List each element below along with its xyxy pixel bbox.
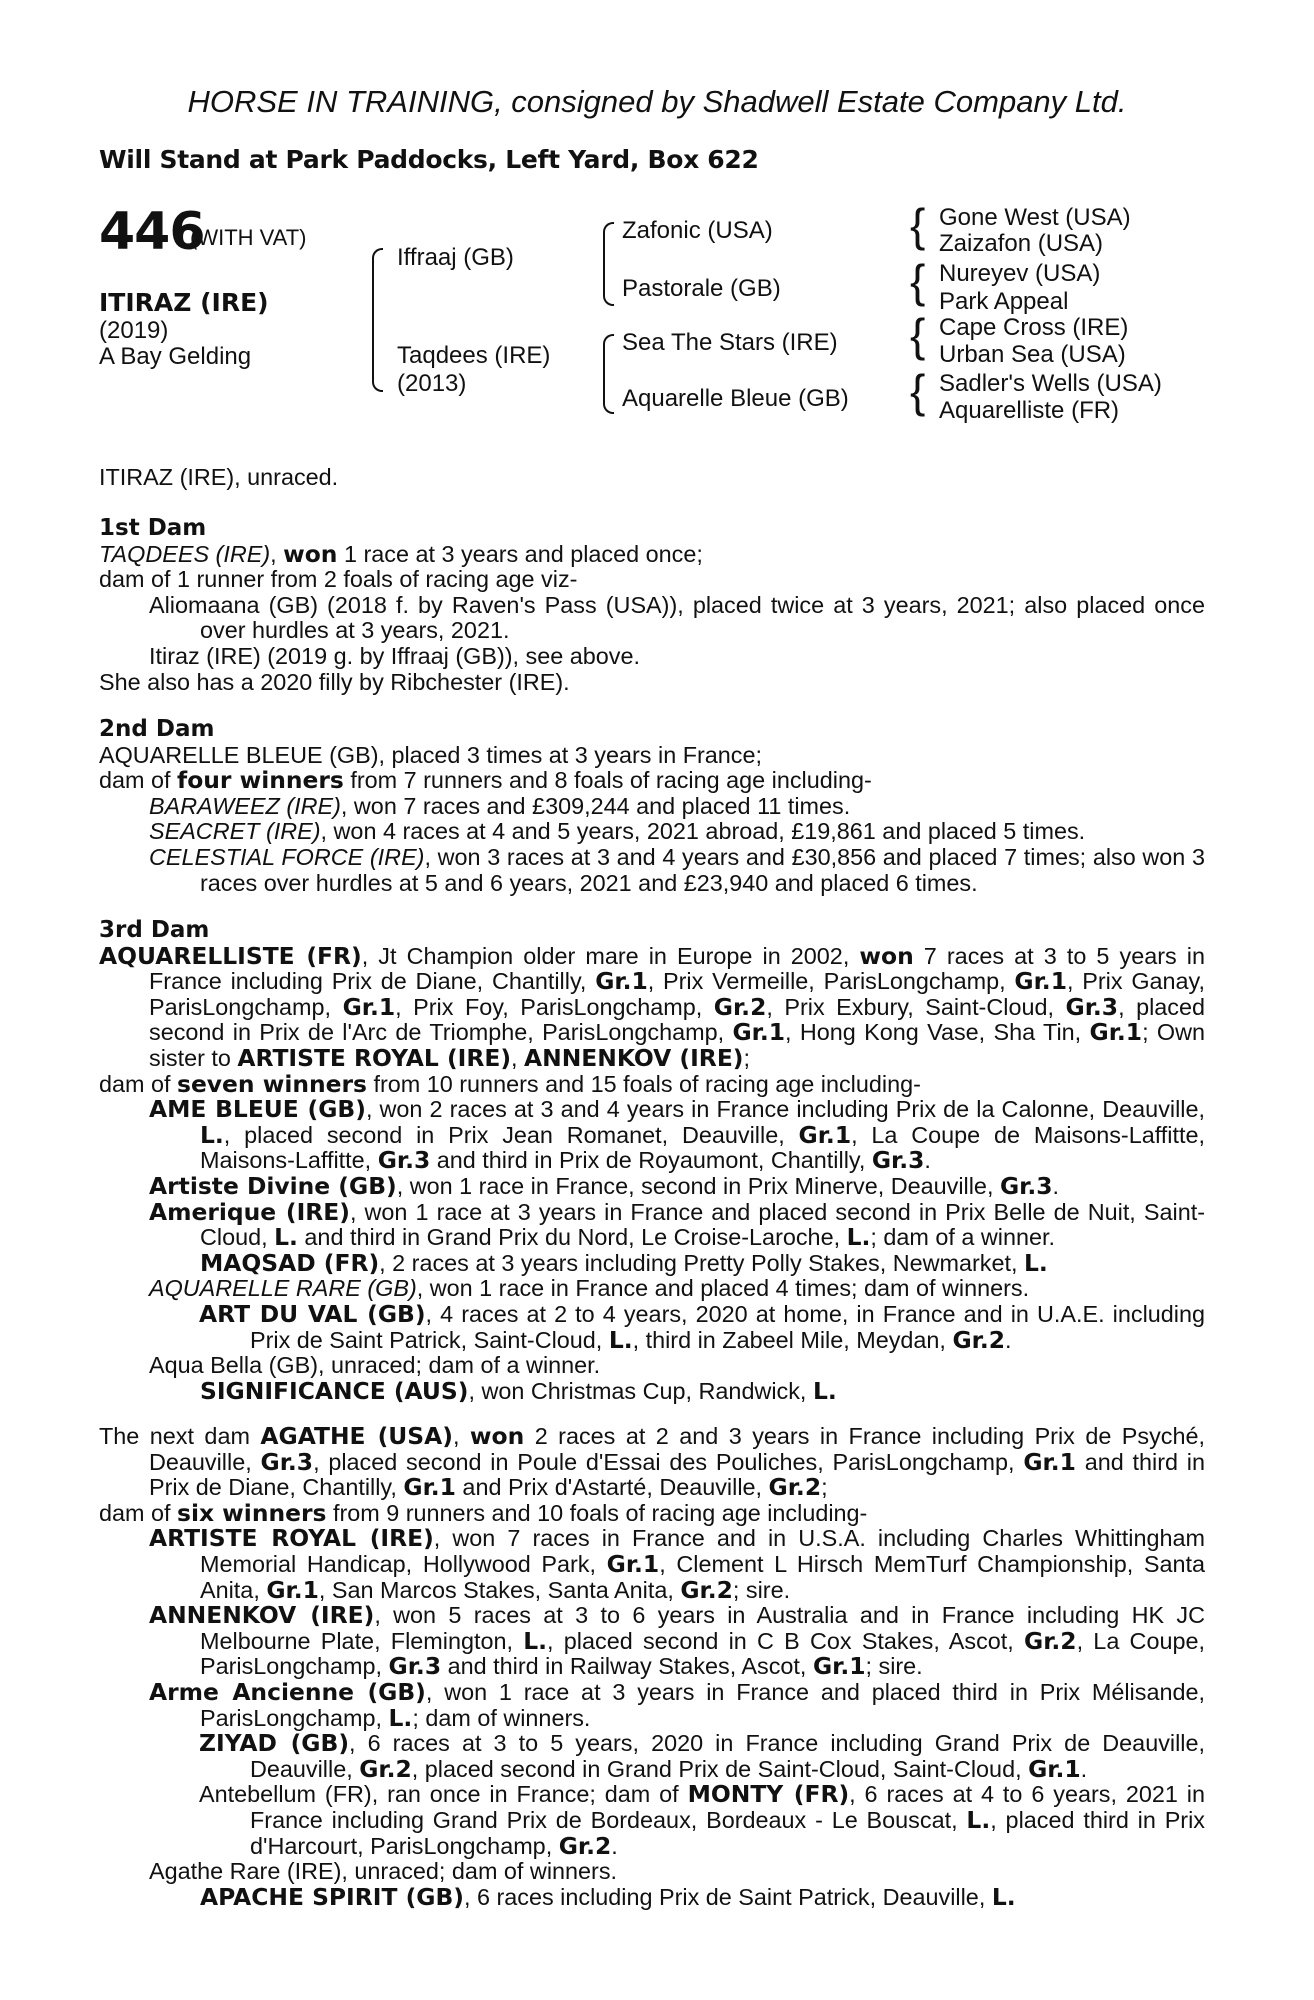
- text: .: [1052, 1172, 1060, 1199]
- grade: Gr.1: [266, 1575, 319, 1604]
- grade: L.: [200, 1120, 224, 1149]
- produce-entry: [99, 1276, 1205, 1302]
- produce-summary: [99, 1069, 1205, 1098]
- dam-dam: Aquarelle Bleue (GB): [622, 385, 849, 412]
- grade: Gr.2: [1024, 1626, 1077, 1655]
- produce-entry: [99, 1731, 1205, 1782]
- dam-name: AGATHE (USA): [260, 1422, 453, 1450]
- winner-name: Arme Ancienne (GB): [149, 1677, 426, 1706]
- text: , won 5 races at 3 to 6 years in Australia and in France including HK JC Melbourne Plate, Flemington,: [200, 1602, 1205, 1654]
- winner-name: ARTISTE ROYAL (IRE): [149, 1524, 434, 1553]
- grade: Gr.2: [558, 1831, 612, 1860]
- great-grandsire-4: Sadler's Wells (USA): [939, 370, 1162, 397]
- winner-name: Amerique (IRE): [149, 1197, 350, 1226]
- produce-entry: Itiraz (IRE) (2019 g. by Iffraaj (GB)), see above.: [149, 642, 640, 669]
- produce-entry: [99, 1603, 1205, 1680]
- text: , placed second in Grand Prix de Saint-Cloud, Saint-Cloud,: [411, 1755, 1029, 1782]
- dam-sire: Sea The Stars (IRE): [622, 329, 838, 356]
- text: , won 1 race in France, second in Prix Minerve, Deauville,: [396, 1172, 1000, 1199]
- text: Antebellum (FR), ran once in France; dam of: [199, 1781, 688, 1808]
- text: , placed second in C B Cox Stakes, Ascot,: [547, 1627, 1025, 1654]
- grade: Gr.2: [680, 1575, 733, 1604]
- text: .: [1005, 1326, 1012, 1353]
- winner-name: CELESTIAL FORCE (IRE): [149, 843, 425, 870]
- text: The next dam: [99, 1423, 261, 1449]
- stand-location: Will Stand at Park Paddocks, Left Yard, Box 622: [99, 145, 759, 174]
- text: dam of: [99, 1070, 178, 1097]
- produce-entry: [99, 1882, 1205, 1911]
- dam-record: AQUARELLE BLEUE (GB), placed 3 times at 3 years in France;: [99, 741, 763, 768]
- text: , third in Zabeel Mile, Meydan,: [632, 1326, 953, 1353]
- text: ; sire.: [732, 1576, 791, 1603]
- great-granddam-2: Park Appeal: [939, 288, 1069, 315]
- winner-name: MAQSAD (FR): [200, 1248, 380, 1277]
- text: ;: [821, 1474, 828, 1501]
- third-dam-section: [99, 918, 1205, 1404]
- winner-name: SIGNIFICANCE (AUS): [200, 1376, 469, 1405]
- produce-entry: [99, 794, 1205, 820]
- next-dam-record: [99, 1424, 1205, 1501]
- produce-entry: [99, 1677, 1205, 1732]
- text: , won 7 races in France and in U.S.A. including Charles Whittingham Memorial Handicap, Hollywood Park,: [200, 1525, 1205, 1577]
- brace: {: [910, 365, 926, 417]
- grade: Gr.1: [1028, 1754, 1081, 1783]
- grade: L.: [1023, 1248, 1048, 1277]
- grade: L.: [846, 1223, 871, 1252]
- winner-name: APACHE SPIRIT (GB): [200, 1882, 464, 1911]
- produce-entry: [99, 1782, 1205, 1859]
- winners-count: four winners: [177, 766, 344, 795]
- produce-entry: [99, 845, 1205, 896]
- produce-summary: dam of 1 runner from 2 foals of racing age viz-: [99, 566, 578, 593]
- produce-entry: [99, 1097, 1205, 1174]
- sire-dam: Pastorale (GB): [622, 275, 781, 302]
- winner-name: ANNENKOV (IRE): [149, 1601, 375, 1630]
- text: 2 races at 2 and 3 years in France including Prix de Psyché, Deauville,: [149, 1423, 1206, 1475]
- dam-year: (2013): [397, 370, 467, 397]
- intro-text: ITIRAZ (IRE), unraced.: [99, 464, 339, 490]
- second-dam-section: [99, 717, 1205, 896]
- produce-entry: [99, 1248, 1205, 1277]
- grade: Gr.1: [606, 1549, 660, 1578]
- text: , placed second in Prix de l'Arc de Triomphe, ParisLongchamp,: [149, 993, 1206, 1046]
- grade: Gr.3: [999, 1171, 1053, 1200]
- grade: Gr.3: [388, 1652, 442, 1681]
- text: ; dam of winners.: [412, 1704, 591, 1731]
- grade: Gr.1: [1089, 1018, 1143, 1047]
- sire: Iffraaj (GB): [397, 244, 514, 271]
- great-grandsire-1: Gone West (USA): [939, 204, 1131, 231]
- text: , La Coupe de Maisons-Laffitte, Maisons-Laffitte,: [200, 1121, 1206, 1174]
- text: , 6 races at 4 to 6 years, 2021 in France including Grand Prix de Bordeaux, Bordeaux - Le Bouscat,: [250, 1781, 1205, 1833]
- winners-count: seven winners: [177, 1069, 367, 1098]
- text: .: [1080, 1755, 1088, 1782]
- text: ; dam of a winner.: [870, 1224, 1055, 1251]
- winner-record: , won 7 races and £309,244 and placed 11 times.: [340, 792, 851, 819]
- text: 7 races at 3 to 5 years in France including Prix de Diane, Chantilly,: [149, 942, 1205, 995]
- text: , won 2 races at 3 and 4 years in France including Prix de la Calonne, Deauville,: [365, 1096, 1205, 1123]
- text: , Hong Kong Vase, Sha Tin,: [785, 1019, 1090, 1046]
- produce-note: She also has a 2020 filly by Ribchester (IRE).: [99, 668, 570, 695]
- produce-summary: [99, 768, 1205, 794]
- produce-entry: [99, 1526, 1205, 1603]
- text: , 4 races at 2 to 4 years, 2020 at home, in France and in U.A.E. including Prix de Saint Patrick, Saint-Cloud,: [250, 1300, 1205, 1353]
- sibling-name: ARTISTE ROYAL (IRE): [237, 1043, 512, 1072]
- grade: Gr.3: [1065, 992, 1119, 1021]
- dam-name: TAQDEES (IRE): [99, 540, 271, 567]
- grade: Gr.1: [812, 1652, 866, 1681]
- sire-dam-bracket: [372, 248, 383, 392]
- grade: Gr.2: [713, 992, 767, 1021]
- text: , won Christmas Cup, Randwick,: [468, 1377, 813, 1404]
- second-dam-heading: 2nd Dam: [99, 716, 215, 742]
- dam-record: 1 race at 3 years and placed once;: [337, 540, 703, 567]
- text: .: [924, 1147, 931, 1174]
- great-grandsire-2: Nureyev (USA): [939, 260, 1101, 287]
- produce-summary: [99, 1498, 1205, 1527]
- great-granddam-1: Zaizafon (USA): [939, 230, 1104, 257]
- horse-description: A Bay Gelding: [99, 343, 252, 370]
- first-dam-heading: 1st Dam: [99, 515, 207, 541]
- grade: Gr.1: [798, 1120, 852, 1149]
- grade: Gr.3: [377, 1146, 431, 1175]
- produce-entry: [99, 1299, 1205, 1354]
- won-word: won: [859, 941, 914, 970]
- consignor-title: HORSE IN TRAINING, consigned by Shadwell Estate Company Ltd.: [187, 84, 1127, 119]
- great-grandsire-3: Cape Cross (IRE): [939, 314, 1129, 341]
- sibling-name: ANNENKOV (IRE): [524, 1043, 744, 1072]
- text: ,: [452, 1423, 470, 1449]
- grade: L.: [966, 1805, 991, 1834]
- won-word: won: [469, 1422, 525, 1450]
- winner-record: , won 4 races at 4 and 5 years, 2021 abroad, £19,861 and placed 5 times.: [320, 818, 1086, 845]
- text: and third in Prix de Diane, Chantilly,: [149, 1448, 1205, 1501]
- brace: {: [910, 199, 926, 251]
- next-dam-section: [99, 1424, 1205, 1910]
- text: , Prix Ganay, ParisLongchamp,: [149, 968, 1205, 1020]
- grade: Gr.2: [359, 1754, 412, 1783]
- sire-sire: Zafonic (USA): [622, 217, 773, 244]
- text: ; sire.: [865, 1653, 923, 1680]
- first-dam-section: [99, 516, 1205, 695]
- text: , won 1 race at 3 years in France and placed second in Prix Belle de Nuit, Saint-Cloud,: [200, 1198, 1205, 1251]
- text: , Prix Exbury, Saint-Cloud,: [766, 993, 1066, 1020]
- third-dam-heading: 3rd Dam: [99, 917, 210, 943]
- text: and third in Railway Stakes, Ascot,: [441, 1653, 813, 1680]
- grade: L.: [608, 1325, 633, 1354]
- race-record-intro: [99, 465, 1205, 491]
- text: ;: [743, 1044, 750, 1071]
- grade: Gr.2: [952, 1325, 1005, 1354]
- text: ; Own sister to: [149, 1019, 1205, 1071]
- produce-entry: [99, 1197, 1205, 1252]
- grade: Gr.3: [260, 1447, 314, 1476]
- text: and third in Prix de Royaumont, Chantilly,: [430, 1147, 872, 1174]
- grade: Gr.2: [768, 1473, 822, 1502]
- dam-parents-bracket: [603, 334, 614, 414]
- text: and Prix d'Astarté, Deauville,: [455, 1474, 769, 1501]
- winner-name: Artiste Divine (GB): [149, 1171, 397, 1200]
- produce-entry: Aqua Bella (GB), unraced; dam of a winner.: [149, 1352, 601, 1379]
- won-word: won: [283, 539, 338, 568]
- text: , 6 races at 3 to 5 years, 2020 in France including Grand Prix de Deauville, Deauville,: [250, 1730, 1205, 1782]
- text: , 2 races at 3 years including Pretty Polly Stakes, Newmarket,: [379, 1249, 1024, 1276]
- text: , won 1 race in France and placed 4 times; dam of winners.: [416, 1275, 1030, 1302]
- text: , won 1 race at 3 years in France and placed third in Prix Mélisande, ParisLongchamp,: [200, 1678, 1205, 1731]
- sire-parents-bracket: [603, 222, 614, 306]
- brace: {: [910, 309, 926, 361]
- lot-number: 446: [99, 202, 205, 262]
- first-dam-line: TAQDEES (IRE), won 1 race at 3 years and placed once;: [99, 539, 703, 568]
- third-dam-record: [99, 941, 1206, 1072]
- winner-name: MONTY (FR): [687, 1780, 850, 1809]
- text: from 10 runners and 15 foals of racing age including-: [366, 1070, 921, 1097]
- text: , placed third in Prix d'Harcourt, ParisLongchamp,: [250, 1806, 1205, 1859]
- dam: Taqdees (IRE): [397, 342, 551, 369]
- grade: L.: [274, 1223, 298, 1252]
- vat-label: (WITH VAT): [190, 225, 307, 250]
- grade: Gr.1: [595, 967, 648, 996]
- text: , La Coupe, ParisLongchamp,: [200, 1627, 1205, 1680]
- text: .: [611, 1832, 618, 1859]
- produce-entry: [99, 819, 1205, 845]
- grade: L.: [991, 1882, 1016, 1911]
- grade: Gr.1: [1014, 967, 1067, 996]
- text: dam of: [99, 767, 178, 794]
- text: , placed second in Poule d'Essai des Pouliches, ParisLongchamp,: [313, 1448, 1024, 1475]
- grade: Gr.1: [403, 1473, 456, 1502]
- brace: {: [910, 255, 926, 307]
- grade: L.: [523, 1626, 548, 1655]
- produce-entry: Aliomaana (GB) (2018 f. by Raven's Pass (USA)), placed twice at 3 years, 2021; also placed once over hurdles at 3 years, 2021.: [149, 591, 1205, 644]
- text: , Clement L Hirsch MemTurf Championship, Santa Anita,: [200, 1550, 1205, 1603]
- winner-name: BARAWEEZ (IRE): [149, 792, 341, 819]
- produce-entry: [99, 1171, 1205, 1200]
- text: , Prix Vermeille, ParisLongchamp,: [647, 968, 1015, 995]
- produce-entry: [99, 1376, 1205, 1405]
- grade: L.: [388, 1703, 413, 1732]
- great-granddam-3: Urban Sea (USA): [939, 341, 1126, 368]
- great-granddam-4: Aquarelliste (FR): [939, 397, 1120, 424]
- text: , placed second in Prix Jean Romanet, Deauville,: [223, 1121, 799, 1148]
- text: dam of: [99, 1499, 178, 1526]
- text: , Jt Champion older mare in Europe in 2002,: [361, 942, 860, 969]
- winner-record: , won 3 races at 3 and 4 years and £30,856 and placed 7 times; also won 3 races over hurdles at 5 and 6 years, 2021 and £23,940 and placed 6 times.: [200, 843, 1205, 896]
- grade: L.: [812, 1376, 837, 1405]
- winner-name: ART DU VAL (GB): [199, 1299, 426, 1328]
- text: , 6 races including Prix de Saint Patrick, Deauville,: [463, 1883, 992, 1910]
- grade: Gr.1: [1023, 1447, 1076, 1476]
- text: ,: [511, 1044, 525, 1071]
- foaling-year: (2019): [99, 317, 169, 344]
- grade: Gr.1: [342, 992, 396, 1021]
- grade: Gr.3: [871, 1146, 925, 1175]
- text: from 9 runners and 10 foals of racing age including-: [326, 1499, 868, 1526]
- winners-count: six winners: [177, 1498, 327, 1527]
- produce-entry: Agathe Rare (IRE), unraced; dam of winners.: [149, 1858, 618, 1885]
- grade: Gr.1: [732, 1018, 786, 1047]
- text: and third in Grand Prix du Nord, Le Croise-Laroche,: [297, 1224, 847, 1251]
- horse-name: ITIRAZ (IRE): [99, 288, 269, 317]
- mare-name: AQUARELLE RARE (GB): [149, 1275, 417, 1302]
- winner-name: SEACRET (IRE): [149, 818, 321, 845]
- winner-name: ZIYAD (GB): [199, 1729, 350, 1758]
- text: from 7 runners and 8 foals of racing age including-: [343, 767, 872, 794]
- winner-name: AME BLEUE (GB): [149, 1095, 366, 1124]
- text: , San Marcos Stakes, Santa Anita,: [318, 1576, 681, 1603]
- dam-name: AQUARELLISTE (FR): [99, 941, 362, 970]
- text: , Prix Foy, ParisLongchamp,: [395, 993, 714, 1020]
